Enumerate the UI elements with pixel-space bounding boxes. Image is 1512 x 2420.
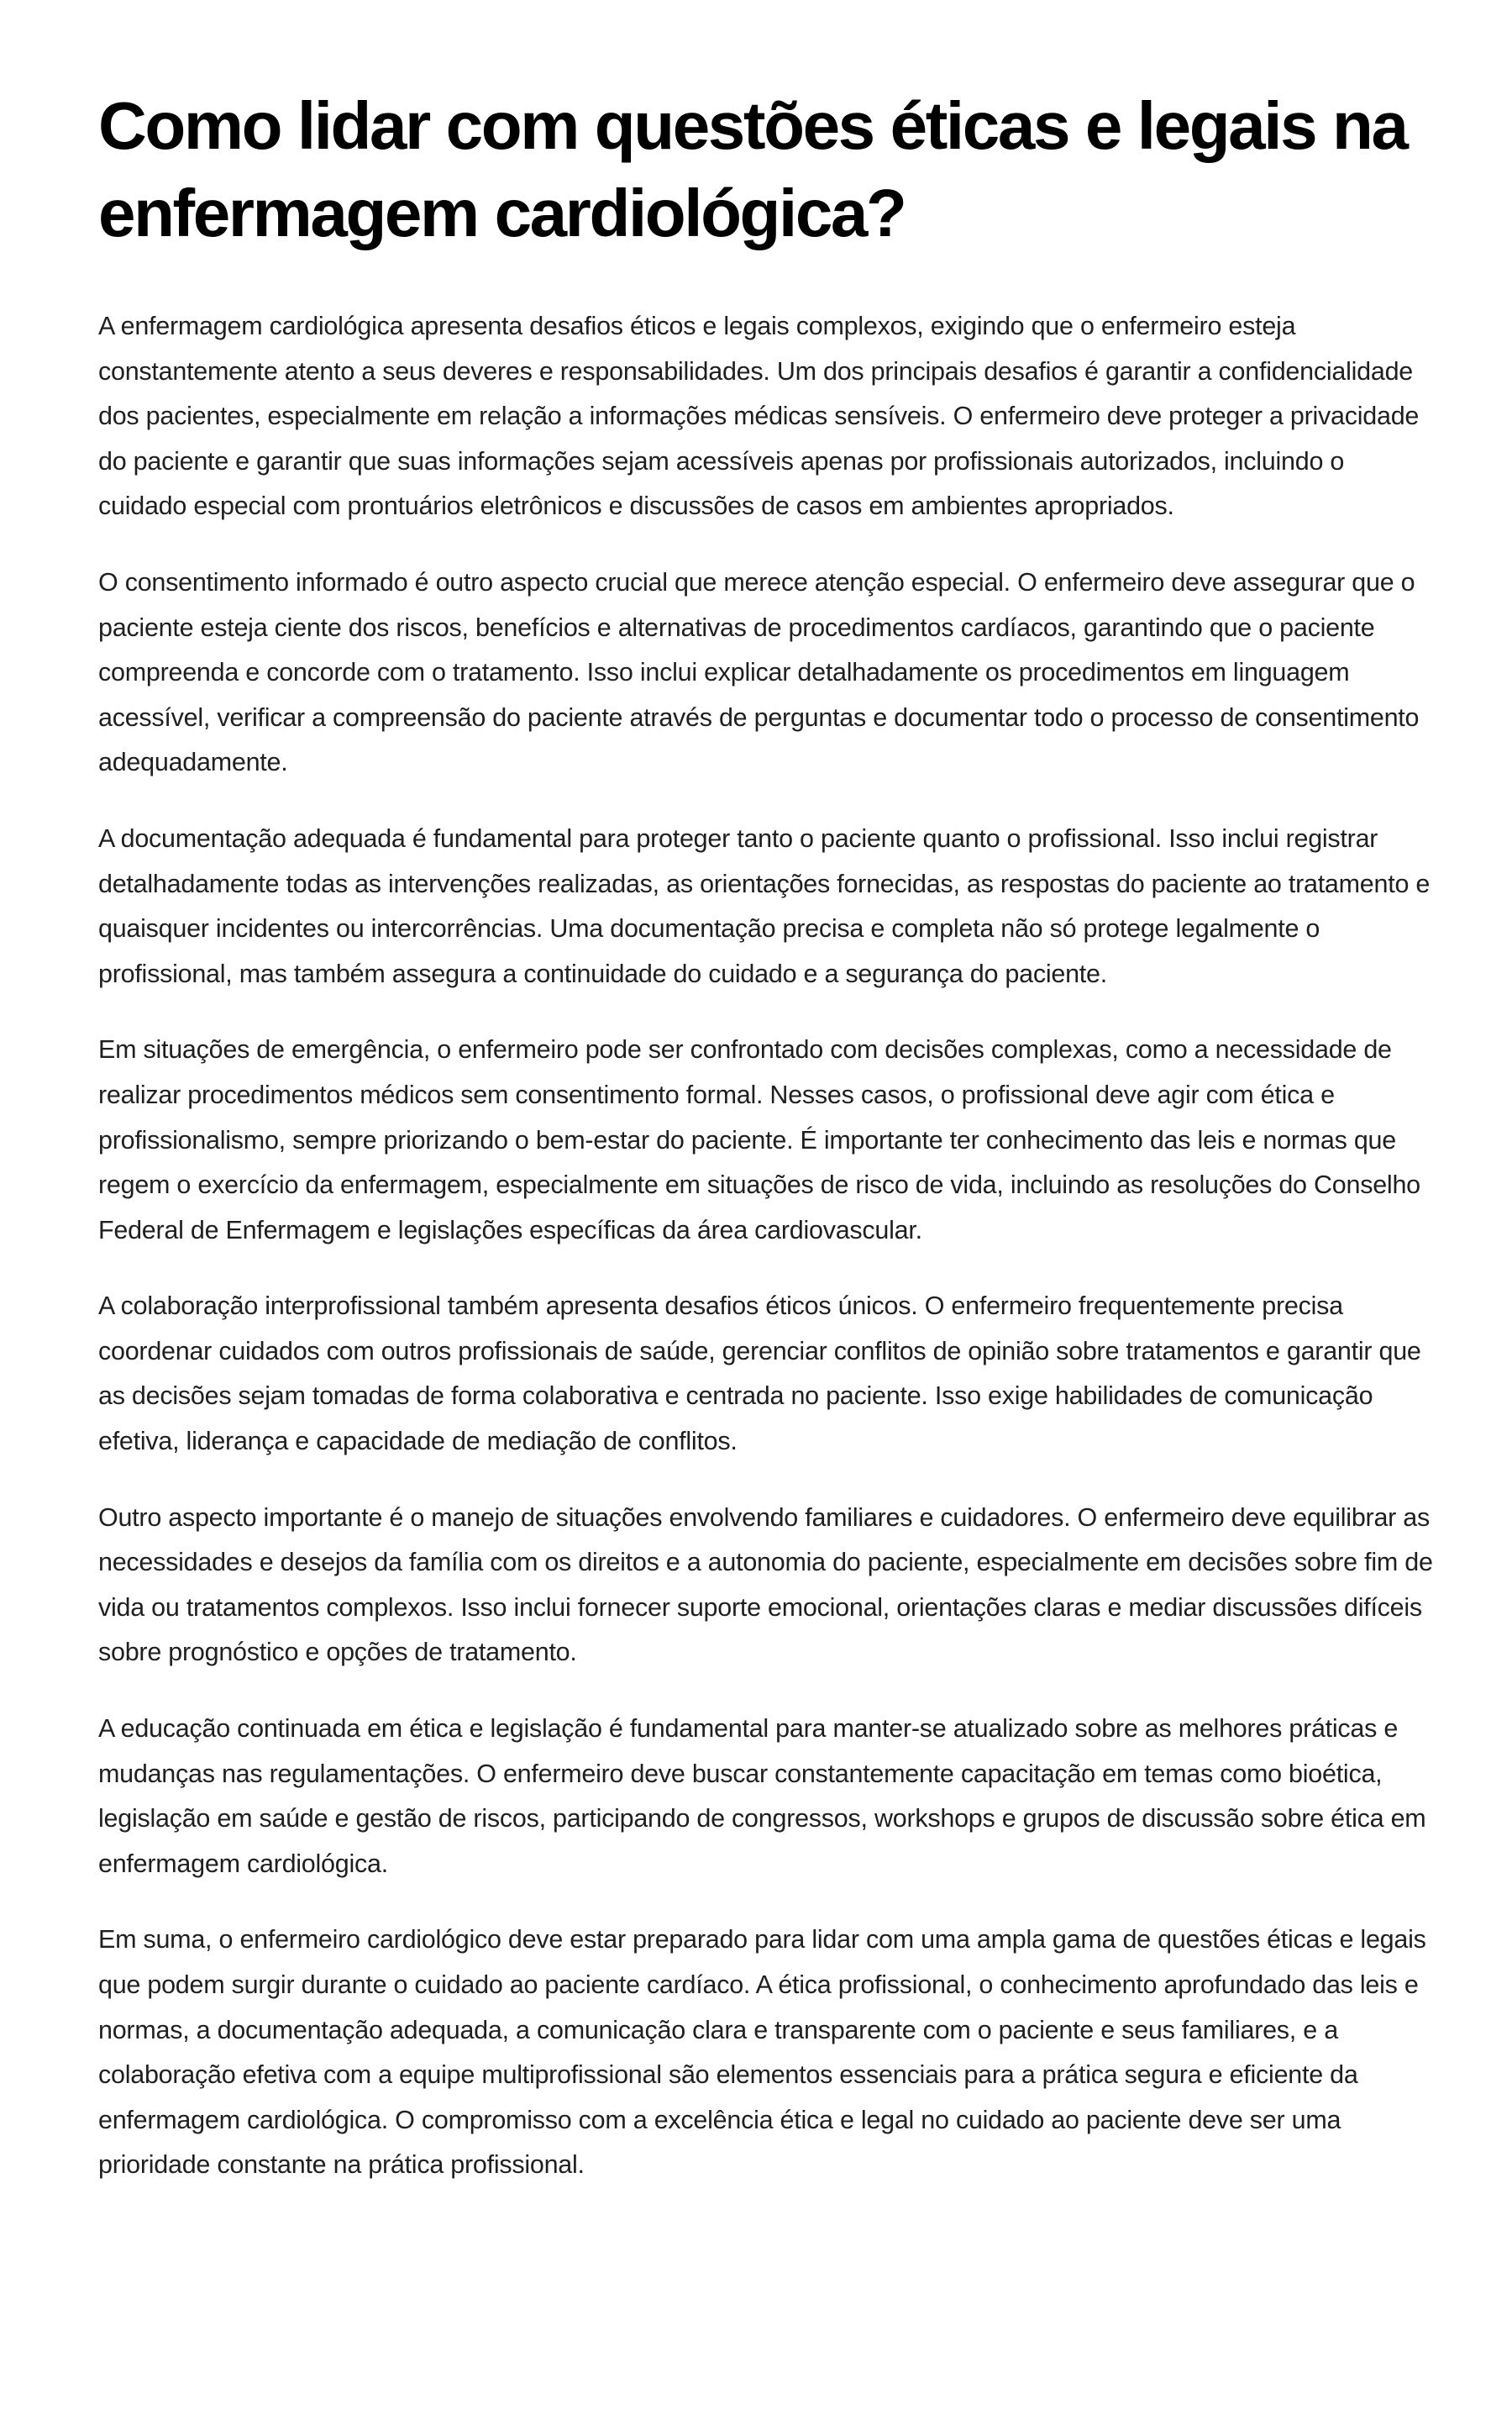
paragraph-documentation: A documentação adequada é fundamental para proteger tanto o paciente quanto o profissional. Isso inclui registrar detalhadamente todas as intervenções realizadas, as orientações fornecidas, as respostas do paciente ao tratamento e quaisquer incidentes ou intercorrências. Uma documentação precisa e completa não só protege legalmente o profissional, mas também assegura a continuidade do cuidado e a segurança do paciente. <box>98 823 1431 988</box>
paragraph-confidentiality: A enfermagem cardiológica apresenta desafios éticos e legais complexos, exigindo que o enfermeiro esteja constantemente atento a seus deveres e responsabilidades. Um dos principais desafios é garantir a confidencialidade dos pacientes, especialmente em relação a informações médicas sensíveis. O enfermeiro deve proteger a privacidade do paciente e garantir que suas informações sejam acessíveis apenas por profissionais autorizados, incluindo o cuidado especial com prontuários eletrônicos e discussões de casos em ambientes apropriados. <box>98 312 1420 521</box>
page-title: Como lidar com questões éticas e legais na enfermagem cardiológica? <box>98 88 1407 250</box>
paragraph-conclusion: Em suma, o enfermeiro cardiológico deve estar preparado para lidar com uma ampla gama de questões éticas e legais que podem surgir durante o cuidado ao paciente cardíaco. A ética profissional, o conhecimento aprofundado das leis e normas, a documentação adequada, a comunicação clara e transparente com o paciente e seus familiares, e a colaboração efetiva com a equipe multiprofissional são elementos essenciais para a prática segura e eficiente da enfermagem cardiológica. O compromisso com a excelência ética e legal no cuidado ao paciente deve ser uma prioridade constante na prática profissional. <box>98 1925 1426 2180</box>
paragraph-education: A educação continuada em ética e legislação é fundamental para manter-se atualizado sobre as melhores práticas e mudanças nas regulamentações. O enfermeiro deve buscar constantemente capacitação em temas como bioética, legislação em saúde e gestão de riscos, participando de congressos, workshops e grupos de discussão sobre ética em enfermagem cardiológica. <box>98 1714 1426 1878</box>
paragraph-interprofessional: A colaboração interprofissional também apresenta desafios éticos únicos. O enfermeiro frequentemente precisa coordenar cuidados com outros profissionais de saúde, gerenciar conflitos de opinião sobre tratamentos e garantir que as decisões sejam tomadas de forma colaborativa e centrada no paciente. Isso exige habilidades de comunicação efetiva, liderança e capacidade de mediação de conflitos. <box>98 1292 1421 1456</box>
article-body <box>98 304 1433 2188</box>
paragraph-family: Outro aspecto importante é o manejo de situações envolvendo familiares e cuidadores. O enfermeiro deve equilibrar as necessidades e desejos da família com os direitos e a autonomia do paciente, especialmente em decisões sobre fim de vida ou tratamentos complexos. Isso inclui fornecer suporte emocional, orientações claras e mediar discussões difíceis sobre prognóstico e opções de tratamento. <box>98 1502 1433 1667</box>
paragraph-informed-consent: O consentimento informado é outro aspecto crucial que merece atenção especial. O enfermeiro deve assegurar que o paciente esteja ciente dos riscos, benefícios e alternativas de procedimentos cardíacos, garantindo que o paciente compreenda e concorde com o tratamento. Isso inclui explicar detalhadamente os procedimentos em linguagem acessível, verificar a compreensão do paciente através de perguntas e documentar todo o processo de consentimento adequadamente. <box>98 567 1420 777</box>
paragraph-emergency: Em situações de emergência, o enfermeiro pode ser confrontado com decisões complexas, como a necessidade de realizar procedimentos médicos sem consentimento formal. Nesses casos, o profissional deve agir com ética e profissionalismo, sempre priorizando o bem-estar do paciente. É importante ter conhecimento das leis e normas que regem o exercício da enfermagem, especialmente em situações de risco de vida, incluindo as resoluções do Conselho Federal de Enfermagem e legislações específicas da área cardiovascular. <box>98 1035 1420 1244</box>
